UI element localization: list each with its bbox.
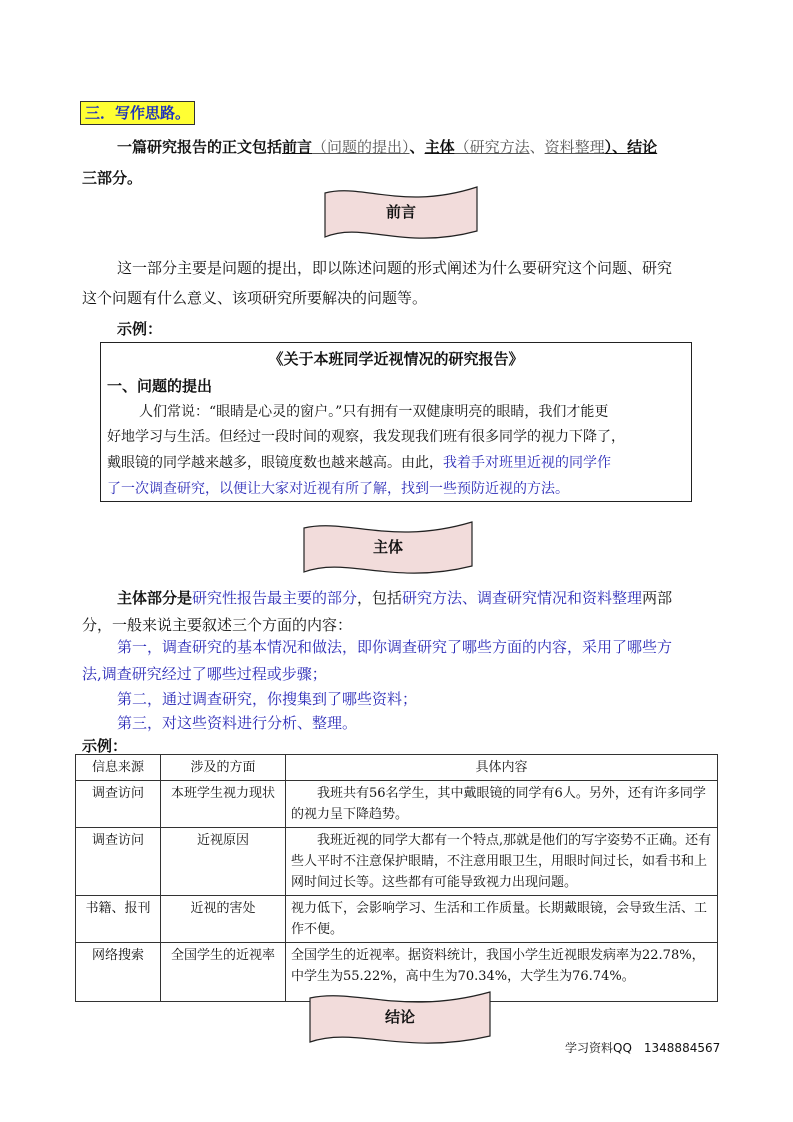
intro-line: 一篇研究报告的正文包括前言（问题的提出）、主体（研究方法、资料整理）、结论 [117,138,658,156]
table-cell: 近视的害处 [161,896,286,943]
example-line: 戴眼镜的同学越来越多，眼镜度数也越来越高。由此，我着手对班里近视的同学作 [107,455,611,471]
table-cell: 全国学生的近视率。据资料统计，我国小学生近视眼发病率为22.78%，中学生为55.22%，高中生为70.34%，大学生为76.74%。 [286,943,718,1002]
body-line5: 第二，通过调查研究，你搜集到了哪些资料； [117,690,418,708]
table-cell: 本班学生视力现状 [161,781,286,828]
body-line6: 第三，对这些资料进行分析、整理。 [117,714,358,732]
info-table [75,754,718,1002]
table-row [76,896,718,943]
example-line: 好地学习与生活。但经过一段时间的观察，我发现我们班有很多同学的视力下降了， [107,429,625,445]
table-header: 具体内容 [286,755,718,781]
example-label-2: 示例： [82,737,128,755]
banner-body: 主体 [302,518,474,576]
section-heading: 三．写作思路。 [80,103,195,123]
table-header: 涉及的方面 [161,755,286,781]
banner-preface: 前言 [323,183,479,241]
table-header: 信息来源 [76,755,161,781]
table-cell: 全国学生的近视率 [161,943,286,1002]
table-cell: 近视原因 [161,828,286,896]
footer-contact: 学习资料QQ 1348884567 [565,1041,721,1055]
example-line: 了一次调查研究，以便让大家对近视有所了解，找到一些预防近视的方法。 [107,481,569,497]
body-line1: 主体部分是研究性报告最主要的部分，包括研究方法、调查研究情况和资料整理两部 [117,589,673,607]
table-cell: 视力低下，会影响学习、生活和工作质量。长期戴眼镜，会导致生活、工作不便。 [286,896,718,943]
preface-line2: 这个问题有什么意义、该项研究所要解决的问题等。 [82,289,428,307]
example-box [100,342,692,502]
table-cell: 网络搜索 [76,943,161,1002]
body-line2: 分，一般来说主要叙述三个方面的内容： [82,616,353,634]
table-row [76,828,718,896]
banner-conclusion: 结论 [308,988,492,1046]
preface-line1: 这一部分主要是问题的提出，即以陈述问题的形式阐述为什么要研究这个问题、研究 [117,259,673,277]
example-title: 《关于本班同学近视情况的研究报告》 [268,350,524,368]
intro-tail: 三部分。 [82,169,143,187]
table-cell: 调查访问 [76,828,161,896]
example-line: 人们常说：“眼睛是心灵的窗户。”只有拥有一双健康明亮的眼睛，我们才能更 [139,404,609,420]
body-line3: 第一，调查研究的基本情况和做法，即你调查研究了哪些方面的内容，采用了哪些方 [117,638,673,656]
table-cell: 书籍、报刊 [76,896,161,943]
table-row [76,781,718,828]
example-subheading: 一、问题的提出 [107,377,213,395]
example-label: 示例： [117,320,163,338]
table-cell: 我班近视的同学大都有一个特点,那就是他们的写字姿势不正确。还有些人平时不注意保护眼睛，不注意用眼卫生，用眼时间过长，如看书和上网时间过长等。这些都有可能导致视力出现问题。 [286,828,718,896]
table-cell: 调查访问 [76,781,161,828]
table-header-row [76,755,718,781]
table-cell: 我班共有56名学生，其中戴眼镜的同学有6人。另外，还有许多同学的视力呈下降趋势。 [286,781,718,828]
body-line4: 法,调查研究经过了哪些过程或步骤； [82,665,327,683]
